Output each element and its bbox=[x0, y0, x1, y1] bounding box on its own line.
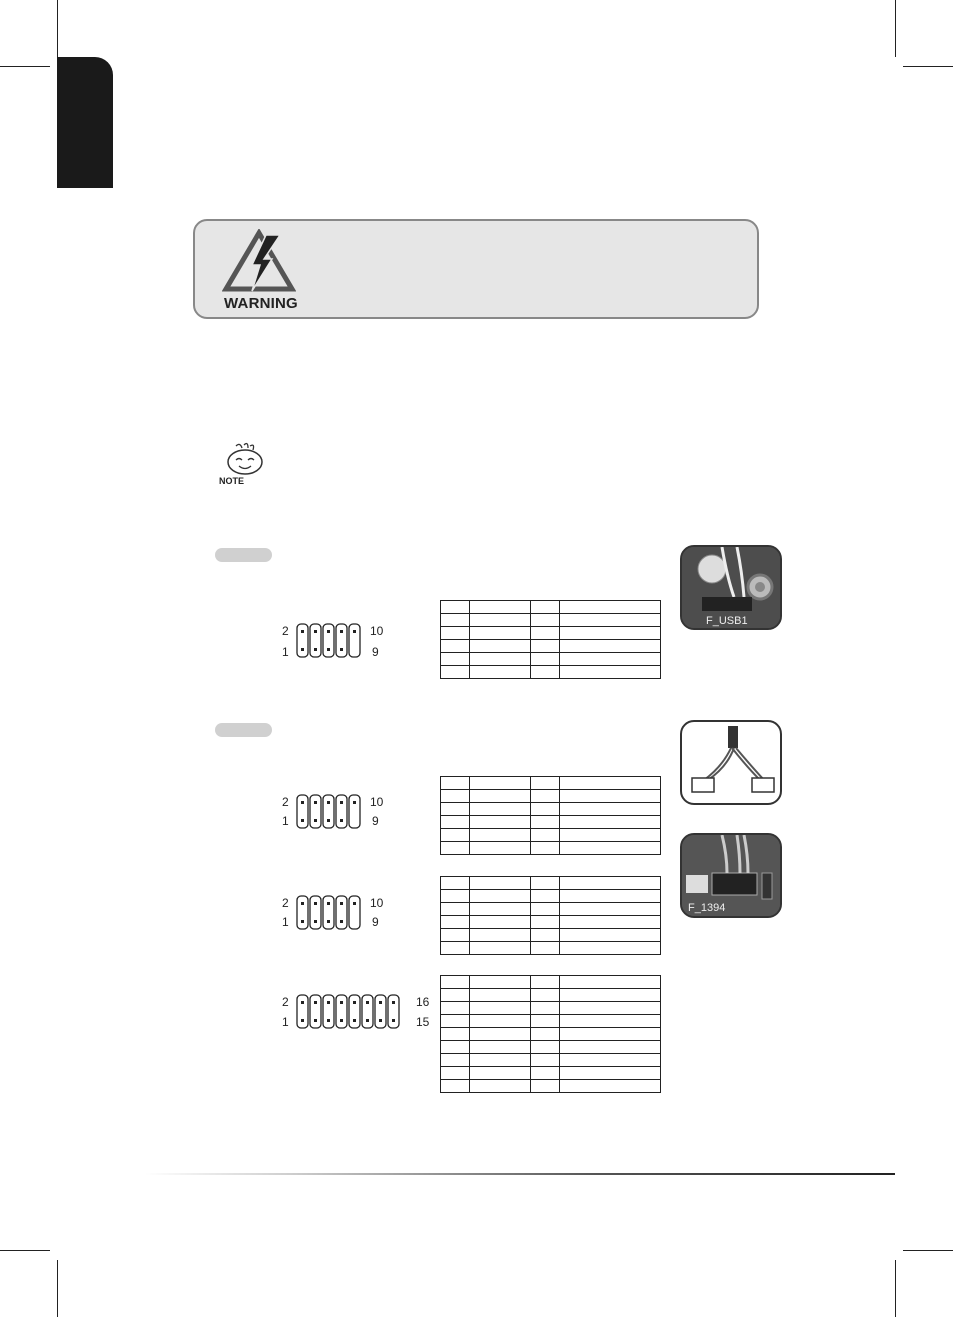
pin-header-diagram bbox=[296, 894, 366, 932]
table-row bbox=[441, 627, 661, 640]
footer-rule bbox=[145, 1173, 895, 1175]
warning-label: WARNING bbox=[224, 295, 298, 312]
pin-label-top-right: 10 bbox=[370, 896, 384, 910]
photo-usb-header bbox=[680, 545, 782, 630]
table-row bbox=[441, 777, 661, 790]
pin-label-top-left: 2 bbox=[282, 624, 289, 638]
pin-header-diagram bbox=[296, 993, 408, 1031]
smiley-note-icon bbox=[222, 442, 268, 478]
table-row bbox=[441, 1054, 661, 1067]
pin-label-bottom-right: 9 bbox=[372, 915, 379, 929]
pin-label-top-right: 16 bbox=[416, 995, 430, 1009]
table-row bbox=[441, 942, 661, 955]
table-row bbox=[441, 1067, 661, 1080]
table-row bbox=[441, 877, 661, 890]
crop-mark-tl-h bbox=[0, 66, 50, 67]
table-row bbox=[441, 790, 661, 803]
note-label: NOTE bbox=[219, 476, 245, 486]
table-row bbox=[441, 916, 661, 929]
pin-label-bottom-right: 15 bbox=[416, 1015, 430, 1029]
table-row bbox=[441, 989, 661, 1002]
pin-header-diagram bbox=[296, 622, 366, 660]
table-row bbox=[441, 829, 661, 842]
table-row bbox=[441, 614, 661, 627]
photo-label: F_USB1 bbox=[706, 615, 748, 627]
chapter-tab bbox=[57, 57, 113, 188]
crop-mark-bl-v bbox=[57, 1260, 58, 1317]
table-row bbox=[441, 1080, 661, 1093]
pin-label-top-left: 2 bbox=[282, 795, 289, 809]
pin-table bbox=[440, 600, 661, 679]
pin-table bbox=[440, 975, 661, 1093]
crop-mark-tr-v bbox=[895, 0, 896, 57]
pin-label-top-right: 10 bbox=[370, 624, 384, 638]
section-pill-2 bbox=[215, 723, 272, 737]
pin-label-top-left: 2 bbox=[282, 995, 289, 1009]
table-row bbox=[441, 1015, 661, 1028]
pin-label-top-right: 10 bbox=[370, 795, 384, 809]
photo-1394-header bbox=[680, 833, 782, 918]
table-row bbox=[441, 653, 661, 666]
photo-label: F_1394 bbox=[688, 902, 726, 914]
pin-table bbox=[440, 876, 661, 955]
lightning-warning-icon bbox=[222, 229, 296, 293]
crop-mark-br-v bbox=[895, 1260, 896, 1317]
pin-label-bottom-left: 1 bbox=[282, 645, 289, 659]
table-row bbox=[441, 1002, 661, 1015]
table-row bbox=[441, 976, 661, 989]
table-row bbox=[441, 903, 661, 916]
pin-label-bottom-right: 9 bbox=[372, 645, 379, 659]
pin-header-diagram bbox=[296, 793, 366, 831]
table-row bbox=[441, 640, 661, 653]
pin-label-bottom-left: 1 bbox=[282, 915, 289, 929]
pin-label-bottom-left: 1 bbox=[282, 1015, 289, 1029]
crop-mark-br-h bbox=[903, 1250, 953, 1251]
pin-label-top-left: 2 bbox=[282, 896, 289, 910]
table-row bbox=[441, 842, 661, 855]
photo-cable bbox=[680, 720, 782, 805]
crop-mark-bl-h bbox=[0, 1250, 50, 1251]
pin-label-bottom-left: 1 bbox=[282, 814, 289, 828]
pin-table bbox=[440, 776, 661, 855]
table-row bbox=[441, 816, 661, 829]
table-row bbox=[441, 601, 661, 614]
section-pill-1 bbox=[215, 548, 272, 562]
table-row bbox=[441, 803, 661, 816]
crop-mark-tr-h bbox=[903, 66, 953, 67]
table-row bbox=[441, 666, 661, 679]
crop-mark-tl-v bbox=[57, 0, 58, 57]
table-row bbox=[441, 929, 661, 942]
table-row bbox=[441, 1028, 661, 1041]
table-row bbox=[441, 890, 661, 903]
pin-label-bottom-right: 9 bbox=[372, 814, 379, 828]
table-row bbox=[441, 1041, 661, 1054]
